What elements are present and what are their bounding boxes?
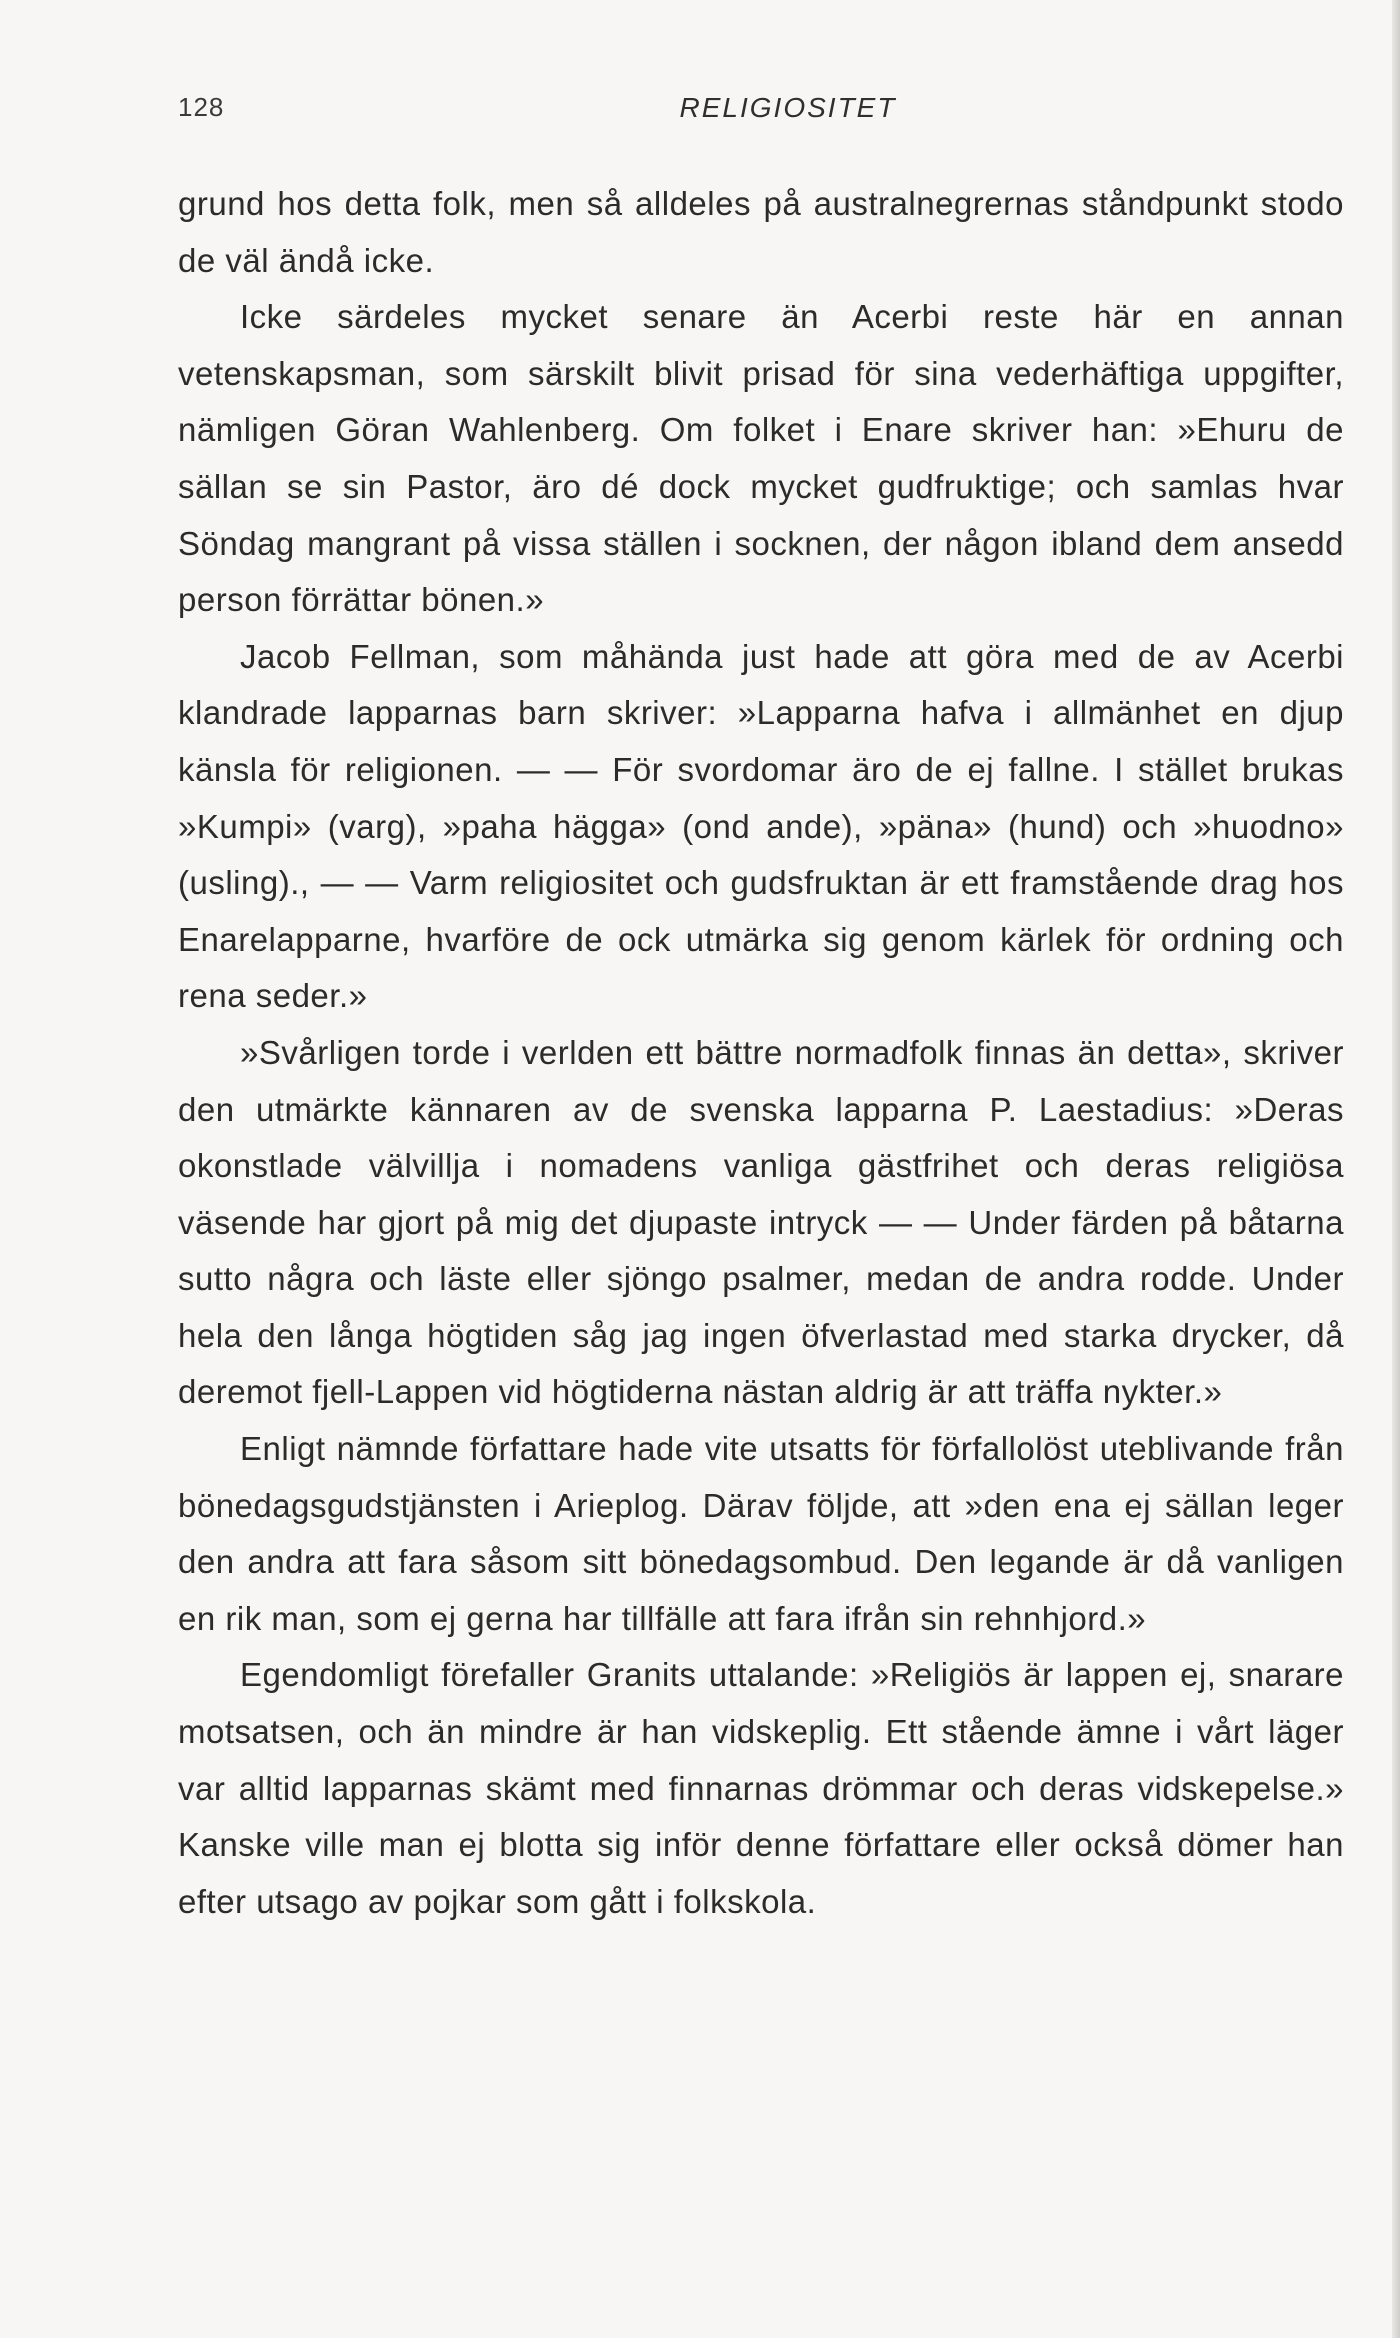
paragraph-3: Jacob Fellman, som måhända just hade att göra med de av Acerbi klandrade lapparnas barn skriver: »Lapparna hafva i allmänhet en djup känsla för religionen. — — För svordomar äro de ej fallne. I stället brukas »Kumpi» (varg), »paha hägga» (ond ande), »päna» (hund) och »huodno» (usling)., — — Varm religiositet och gudsfruktan är ett framstående drag hos Enarelapparne, hvarföre de ock utmärka sig genom kärlek för ordning och rena seder.» [178, 637, 1344, 1015]
page-edge-shadow [1392, 0, 1400, 2338]
body-text [178, 176, 1344, 1930]
page-number: 128 [178, 92, 225, 122]
page-header [178, 92, 1338, 132]
paragraph-5: Enligt nämnde författare hade vite utsatts för förfallolöst uteblivande från bönedagsgudstjänsten i Arieplog. Därav följde, att »den ena ej sällan leger den andra att fara såsom sitt bönedagsombud. Den legande är då vanligen en rik man, som ej gerna har tillfälle att fara ifrån sin rehnhjord.» [178, 1430, 1344, 1637]
paragraph-1: grund hos detta folk, men så alldeles på australnegrernas ståndpunkt stodo de väl ändå icke. [178, 185, 1344, 279]
paragraph-6: Egendomligt förefaller Granits uttalande: »Religiös är lappen ej, snarare motsatsen, och än mindre är han vidskeplig. Ett stående ämne i vårt läger var alltid lapparnas skämt med finnarnas drömmar och deras vidskepelse.» Kanske ville man ej blotta sig inför denne författare eller också dömer han efter utsago av pojkar som gått i folkskola. [178, 1656, 1344, 1920]
running-title: RELIGIOSITET [679, 92, 897, 123]
paragraph-2: Icke särdeles mycket senare än Acerbi reste här en annan vetenskapsman, som särskilt blivit prisad för sina vederhäftiga uppgifter, nämligen Göran Wahlenberg. Om folket i Enare skriver han: »Ehuru de sällan se sin Pastor, äro dé dock mycket gudfruktige; och samlas hvar Söndag mangrant på vissa ställen i socknen, der någon ibland dem ansedd person förrättar bönen.» [178, 298, 1344, 619]
paragraph-4: »Svårligen torde i verlden ett bättre normadfolk finnas än detta», skriver den utmärkte kännaren av de svenska lapparna P. Laestadius: »Deras okonstlade välvillja i nomadens vanliga gästfrihet och deras religiösa väsende har gjort på mig det djupaste intryck — — Under färden på båtarna sutto några och läste eller sjöngo psalmer, medan de andra rodde. Under hela den långa högtiden såg jag ingen öfverlastad med starka drycker, då deremot fjell-Lappen vid högtiderna nästan aldrig är att träffa nykter.» [178, 1033, 1344, 1411]
